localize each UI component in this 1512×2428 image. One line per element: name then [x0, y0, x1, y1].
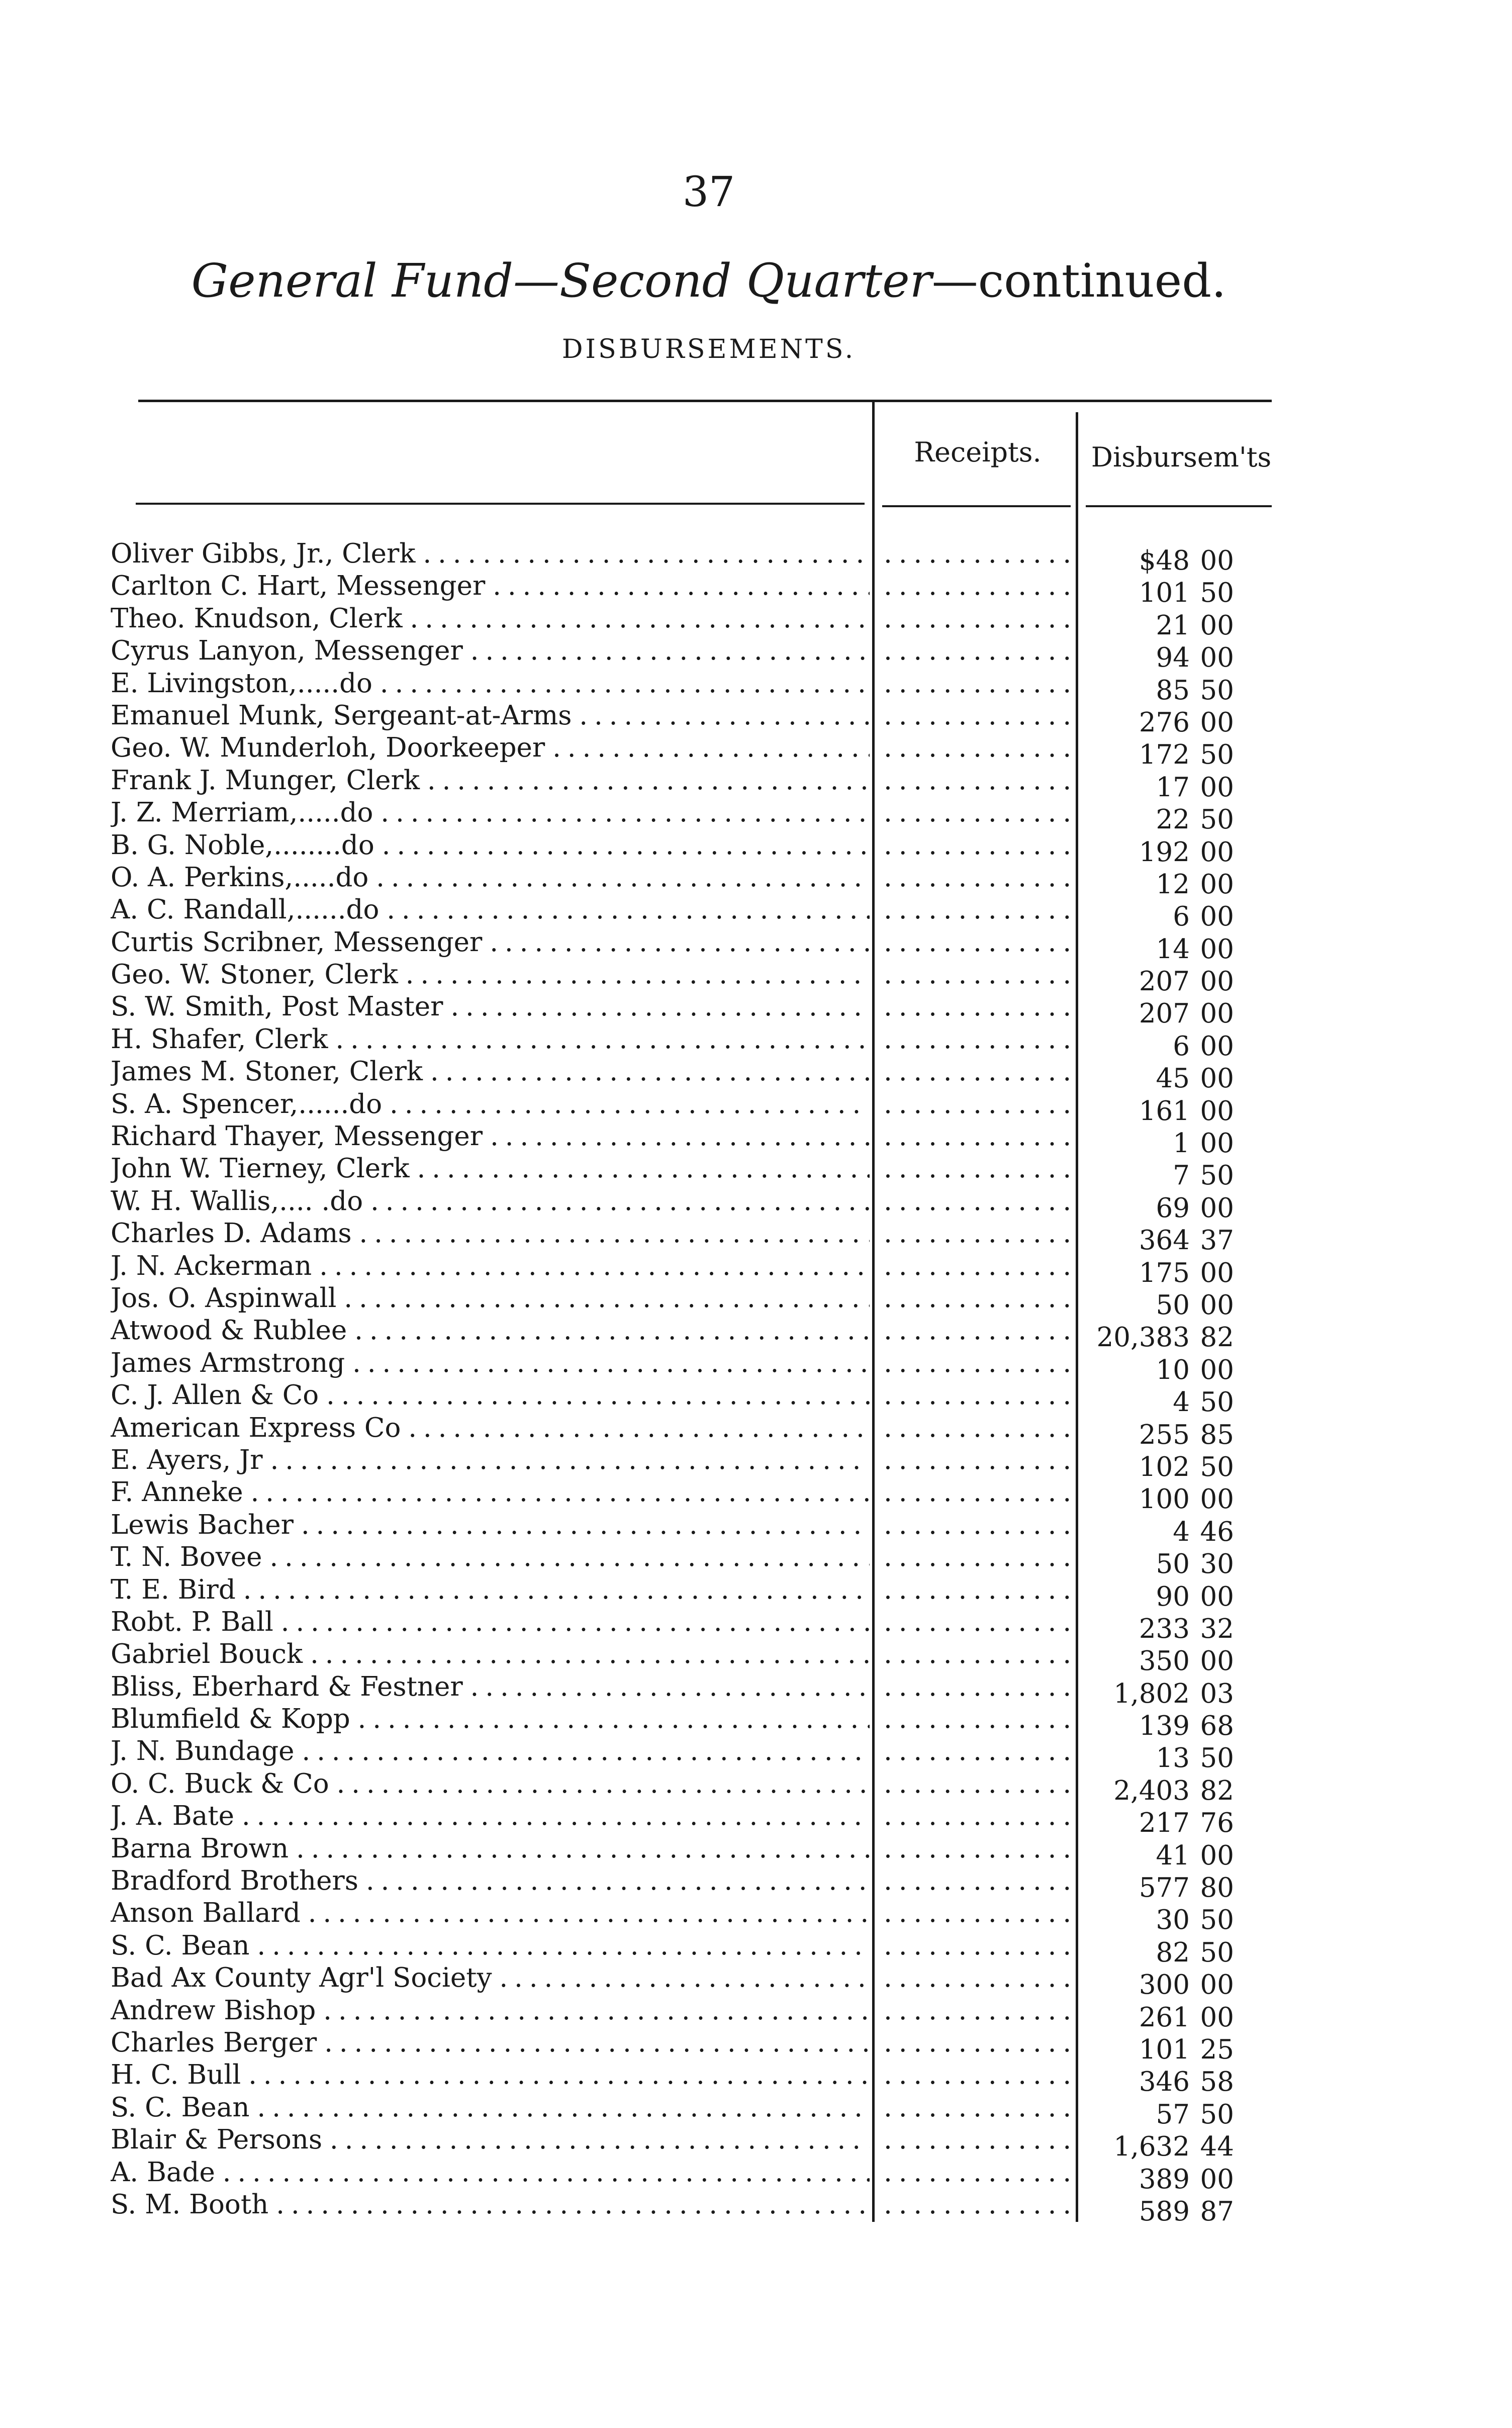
amount-dollars: 90: [1156, 1581, 1190, 1612]
amount-cents: 00: [1200, 1031, 1234, 1062]
table-top-rule: [138, 400, 1272, 402]
amount-dollars: 20,383: [1096, 1322, 1190, 1353]
payee-name: Jos. O. Aspinwall . . .: [111, 1282, 870, 1315]
receipts-cell: [884, 1735, 1070, 1767]
amount-dollars: 300: [1139, 1970, 1190, 2001]
amount-cents: 50: [1200, 739, 1234, 771]
receipts-cell: [884, 700, 1070, 732]
receipts-cell: [884, 991, 1070, 1023]
receipts-cell: [884, 1865, 1070, 1897]
column-header-receipts: Receipts.: [914, 436, 1042, 468]
amount-cents: 37: [1200, 1225, 1234, 1256]
payee-name: Robt. P. Ball . . .: [111, 1606, 870, 1638]
payee-name: Emanuel Munk, Sergeant-at-Arms . . .: [111, 700, 870, 732]
payee-name: Oliver Gibbs, Jr., Clerk . . .: [111, 538, 870, 570]
receipts-cell: [884, 1768, 1070, 1800]
payee-name: Richard Thayer, Messenger . . .: [111, 1120, 870, 1153]
receipts-cell: [884, 1541, 1070, 1573]
amount-cents: 50: [1200, 1160, 1234, 1191]
table-row: [111, 1897, 1282, 1936]
amount-cents: 46: [1200, 1516, 1234, 1547]
amount-dollars: 41: [1156, 1840, 1190, 1871]
amount-dollars: 577: [1139, 1873, 1190, 1904]
receipts-cell: [884, 1023, 1070, 1056]
table-row: [111, 1088, 1282, 1127]
receipts-cell: [884, 1218, 1070, 1250]
receipts-cell: [884, 1897, 1070, 1929]
amount-dollars: 94: [1156, 642, 1190, 674]
receipts-cell: [884, 1606, 1070, 1638]
amount-dollars: 57: [1156, 2099, 1190, 2130]
amount-dollars: 175: [1139, 1257, 1190, 1288]
amount-dollars: 85: [1156, 675, 1190, 706]
amount-cents: 50: [1200, 2099, 1234, 2130]
payee-name: J. N. Ackerman . . .: [111, 1250, 870, 1282]
receipts-cell: [884, 603, 1070, 635]
amount-cents: 50: [1200, 578, 1234, 609]
table-row: [111, 700, 1282, 738]
amount-dollars: 261: [1139, 2002, 1190, 2033]
amount-dollars: 233: [1139, 1613, 1190, 1644]
table-row: [111, 732, 1282, 771]
table-row: [111, 1476, 1282, 1515]
receipts-cell: [884, 1282, 1070, 1315]
amount-dollars: 1,802: [1113, 1678, 1190, 1709]
receipts-cell: [884, 1930, 1070, 1962]
table-row: [111, 926, 1282, 965]
table-row: [111, 2092, 1282, 2130]
table-row: [111, 1379, 1282, 1418]
table-row: [111, 1541, 1282, 1580]
amount-cents: 50: [1200, 675, 1234, 706]
payee-name: E. Ayers, Jr . . .: [111, 1444, 870, 1476]
amount-dollars: 6: [1173, 901, 1190, 932]
receipts-cell: [884, 1671, 1070, 1703]
amount-cents: 00: [1200, 901, 1234, 932]
payee-name: J. A. Bate . . .: [111, 1800, 870, 1832]
table-row: [111, 1509, 1282, 1547]
amount-cents: 00: [1200, 1063, 1234, 1094]
payee-name: Theo. Knudson, Clerk . . .: [111, 603, 870, 635]
payee-name: Cyrus Lanyon, Messenger . . .: [111, 635, 870, 667]
amount-dollars: 50: [1156, 1289, 1190, 1321]
payee-name: S. W. Smith, Post Master . . .: [111, 991, 870, 1023]
receipts-cell: [884, 829, 1070, 862]
amount-dollars: 50: [1156, 1549, 1190, 1580]
receipts-cell: [884, 1574, 1070, 1606]
amount-dollars: 1,632: [1113, 2131, 1190, 2163]
amount-dollars: 139: [1139, 1711, 1190, 1742]
receipts-cell: [884, 926, 1070, 959]
amount-dollars: 172: [1139, 739, 1190, 771]
amount-cents: 32: [1200, 1613, 1234, 1644]
amount-cents: 76: [1200, 1808, 1234, 1839]
receipts-cell: [884, 1250, 1070, 1282]
amount-cents: 80: [1200, 1873, 1234, 1904]
receipts-cell: [884, 1120, 1070, 1153]
payee-name: T. N. Bovee . . .: [111, 1541, 870, 1573]
payee-name: S. C. Bean . . .: [111, 2092, 870, 2124]
payee-name: F. Anneke . . .: [111, 1476, 870, 1509]
receipts-cell: [884, 894, 1070, 926]
amount-dollars: 12: [1156, 869, 1190, 900]
title-main: General Fund—Second Quarter: [191, 254, 932, 308]
table-row: [111, 603, 1282, 641]
table-row: [111, 894, 1282, 932]
receipts-cell: [884, 570, 1070, 602]
amount-cents: 85: [1200, 1419, 1234, 1450]
amount-cents: 00: [1200, 933, 1234, 965]
table-row: [111, 959, 1282, 997]
disbursement-list: [111, 538, 1282, 2227]
amount-cents: 00: [1200, 610, 1234, 641]
payee-name: T. E. Bird . . .: [111, 1574, 870, 1606]
table-row: [111, 1962, 1282, 2001]
receipts-cell: [884, 635, 1070, 667]
receipts-cell: [884, 1347, 1070, 1379]
table-row: [111, 765, 1282, 803]
amount-cents: 03: [1200, 1678, 1234, 1709]
page-title: [0, 254, 1418, 308]
receipts-cell: [884, 732, 1070, 764]
amount-cents: 00: [1200, 2002, 1234, 2033]
amount-cents: 50: [1200, 1451, 1234, 1482]
table-row: [111, 1606, 1282, 1644]
table-row: [111, 1120, 1282, 1159]
receipts-cell: [884, 1153, 1070, 1185]
payee-name: Blumfield & Kopp . . .: [111, 1703, 870, 1735]
table-row: [111, 1444, 1282, 1482]
payee-name: H. C. Bull . . .: [111, 2059, 870, 2091]
payee-name: S. C. Bean . . .: [111, 1930, 870, 1962]
amount-dollars: 100: [1139, 1484, 1190, 1515]
table-row: [111, 1768, 1282, 1806]
amount-dollars: 2,403: [1113, 1775, 1190, 1806]
amount-cents: 00: [1200, 1128, 1234, 1159]
payee-name: Atwood & Rublee . . .: [111, 1315, 870, 1347]
amount-dollars: 10: [1156, 1354, 1190, 1385]
amount-cents: 00: [1200, 772, 1234, 803]
payee-name: H. Shafer, Clerk . . .: [111, 1023, 870, 1056]
receipts-cell: [884, 1315, 1070, 1347]
title-continued: —continued.: [931, 254, 1226, 308]
payee-name: Bradford Brothers . . .: [111, 1865, 870, 1897]
amount-dollars: 4: [1173, 1387, 1190, 1418]
amount-cents: 00: [1200, 1970, 1234, 2001]
table-row: [111, 1865, 1282, 1904]
disbursement-amount: [1083, 2196, 1234, 2228]
receipts-cell: [884, 538, 1070, 570]
amount-dollars: 364: [1139, 1225, 1190, 1256]
table-row: [111, 570, 1282, 609]
table-row: [111, 2124, 1282, 2163]
payee-name: J. Z. Merriam,.....do . . .: [111, 797, 870, 829]
table-row: [111, 635, 1282, 674]
table-row: [111, 668, 1282, 706]
payee-name: American Express Co . . .: [111, 1412, 870, 1444]
payee-name: Blair & Persons . . .: [111, 2124, 870, 2156]
table-row: [111, 1153, 1282, 1191]
table-row: [111, 2157, 1282, 2195]
amount-cents: 25: [1200, 2034, 1234, 2065]
amount-dollars: 102: [1139, 1451, 1190, 1482]
table-row: [111, 1315, 1282, 1353]
amount-dollars: 255: [1139, 1419, 1190, 1450]
payee-name: Lewis Bacher . . .: [111, 1509, 870, 1541]
amount-cents: 00: [1200, 1257, 1234, 1288]
table-row: [111, 2027, 1282, 2065]
payee-name: S. M. Booth . . .: [111, 2189, 870, 2221]
receipts-cell: [884, 2027, 1070, 2059]
table-row: [111, 1185, 1282, 1224]
amount-cents: 50: [1200, 804, 1234, 835]
amount-cents: 87: [1200, 2196, 1234, 2227]
column-header-disbursements: Disbursem'ts: [1091, 441, 1272, 473]
amount-dollars: 101: [1139, 578, 1190, 609]
table-row: [111, 1703, 1282, 1742]
receipts-cell: [884, 959, 1070, 991]
payee-name: Barna Brown . . .: [111, 1833, 870, 1865]
payee-name: Gabriel Bouck . . .: [111, 1638, 870, 1670]
receipts-cell: [884, 668, 1070, 700]
receipts-cell: [884, 1476, 1070, 1509]
receipts-cell: [884, 1088, 1070, 1120]
receipts-cell: [884, 1962, 1070, 1994]
payee-name: B. G. Noble,........do . . .: [111, 829, 870, 862]
amount-cents: 00: [1200, 869, 1234, 900]
table-row: [111, 1056, 1282, 1094]
amount-dollars: 207: [1139, 966, 1190, 997]
table-row: [111, 1023, 1282, 1062]
amount-cents: 00: [1200, 1840, 1234, 1871]
payee-name: Charles Berger . . .: [111, 2027, 870, 2059]
page-number: 37: [682, 168, 735, 216]
payee-name: Bliss, Eberhard & Festner . . .: [111, 1671, 870, 1703]
table-row: [111, 1282, 1282, 1321]
amount-dollars: 6: [1173, 1031, 1190, 1062]
payee-name: Geo. W. Stoner, Clerk . . .: [111, 959, 870, 991]
amount-dollars: 17: [1156, 772, 1190, 803]
receipts-cell: [884, 1056, 1070, 1088]
table-row: [111, 538, 1282, 576]
payee-name: A. Bade . . .: [111, 2157, 870, 2189]
amount-cents: 00: [1200, 1095, 1234, 1127]
amount-cents: 00: [1200, 707, 1234, 738]
amount-dollars: 22: [1156, 804, 1190, 835]
amount-cents: 68: [1200, 1711, 1234, 1742]
receipts-cell: [884, 1703, 1070, 1735]
amount-cents: 50: [1200, 1387, 1234, 1418]
table-row: [111, 2189, 1282, 2227]
amount-dollars: 350: [1139, 1646, 1190, 1677]
amount-dollars: 589: [1139, 2196, 1190, 2227]
receipts-cell: [884, 862, 1070, 894]
table-row: [111, 797, 1282, 835]
amount-cents: 30: [1200, 1549, 1234, 1580]
receipts-cell: [884, 2124, 1070, 2156]
amount-cents: 00: [1200, 836, 1234, 868]
payee-name: John W. Tierney, Clerk . . .: [111, 1153, 870, 1185]
receipts-cell: [884, 2059, 1070, 2091]
amount-cents: 44: [1200, 2131, 1234, 2163]
table-row: [111, 1412, 1282, 1450]
amount-cents: 50: [1200, 1743, 1234, 1774]
amount-dollars: 217: [1139, 1808, 1190, 1839]
payee-name: Charles D. Adams . . .: [111, 1218, 870, 1250]
table-row: [111, 1671, 1282, 1709]
amount-cents: 00: [1200, 1354, 1234, 1385]
receipts-cell: [884, 1379, 1070, 1412]
amount-dollars: 346: [1139, 2067, 1190, 2098]
receipts-cell: [884, 1800, 1070, 1832]
table-row: [111, 1218, 1282, 1256]
amount-dollars: 82: [1156, 1937, 1190, 1968]
payee-name: Curtis Scribner, Messenger . . .: [111, 926, 870, 959]
amount-dollars: 389: [1139, 2164, 1190, 2195]
header-rule-receipts: [882, 505, 1071, 507]
header-rule-left: [136, 503, 865, 505]
amount-dollars: 4: [1173, 1516, 1190, 1547]
receipts-cell: [884, 765, 1070, 797]
amount-cents: 50: [1200, 1937, 1234, 1968]
amount-dollars: 207: [1139, 998, 1190, 1030]
amount-dollars: 161: [1139, 1095, 1190, 1127]
payee-name: Bad Ax County Agr'l Society . . .: [111, 1962, 870, 1994]
amount-dollars: 69: [1156, 1192, 1190, 1224]
header-rule-disbursements: [1086, 505, 1272, 507]
amount-cents: 00: [1200, 2164, 1234, 2195]
amount-dollars: 192: [1139, 836, 1190, 868]
table-row: [111, 1995, 1282, 2033]
amount-cents: 00: [1200, 998, 1234, 1030]
receipts-cell: [884, 1412, 1070, 1444]
payee-name: James Armstrong . . .: [111, 1347, 870, 1379]
table-row: [111, 1347, 1282, 1385]
amount-cents: 00: [1200, 545, 1234, 576]
table-row: [111, 991, 1282, 1030]
amount-cents: 50: [1200, 1905, 1234, 1936]
amount-dollars: 13: [1156, 1743, 1190, 1774]
receipts-cell: [884, 1509, 1070, 1541]
table-row: [111, 1250, 1282, 1288]
amount-dollars: 276: [1139, 707, 1190, 738]
amount-dollars: 7: [1173, 1160, 1190, 1191]
amount-dollars: 101: [1139, 2034, 1190, 2065]
payee-name: S. A. Spencer,......do . . .: [111, 1088, 870, 1120]
receipts-cell: [884, 1638, 1070, 1670]
amount-dollars: 45: [1156, 1063, 1190, 1094]
payee-name: James M. Stoner, Clerk . . .: [111, 1056, 870, 1088]
payee-name: Anson Ballard . . .: [111, 1897, 870, 1929]
amount-dollars: 14: [1156, 933, 1190, 965]
table-row: [111, 2059, 1282, 2098]
table-row: [111, 1574, 1282, 1612]
amount-dollars: 1: [1173, 1128, 1190, 1159]
receipts-cell: [884, 1833, 1070, 1865]
payee-name: J. N. Bundage . . .: [111, 1735, 870, 1767]
payee-name: Geo. W. Munderloh, Doorkeeper . . .: [111, 732, 870, 764]
payee-name: E. Livingston,.....do . . .: [111, 668, 870, 700]
section-heading: DISBURSEMENTS.: [561, 334, 856, 364]
receipts-cell: [884, 797, 1070, 829]
receipts-cell: [884, 2092, 1070, 2124]
amount-dollars: $48: [1139, 545, 1190, 576]
table-row: [111, 1638, 1282, 1677]
amount-cents: 82: [1200, 1322, 1234, 1353]
table-row: [111, 829, 1282, 868]
table-row: [111, 1735, 1282, 1774]
payee-name: O. C. Buck & Co . . .: [111, 1768, 870, 1800]
amount-cents: 00: [1200, 642, 1234, 674]
amount-cents: 82: [1200, 1775, 1234, 1806]
receipts-cell: [884, 2189, 1070, 2221]
receipts-cell: [884, 2157, 1070, 2189]
amount-cents: 00: [1200, 1289, 1234, 1321]
receipts-cell: [884, 1995, 1070, 2027]
table-row: [111, 862, 1282, 900]
payee-name: A. C. Randall,......do . . .: [111, 894, 870, 926]
amount-cents: 58: [1200, 2067, 1234, 2098]
amount-dollars: 21: [1156, 610, 1190, 641]
payee-name: Frank J. Munger, Clerk . . .: [111, 765, 870, 797]
amount-dollars: 30: [1156, 1905, 1190, 1936]
payee-name: Andrew Bishop . . .: [111, 1995, 870, 2027]
receipts-cell: [884, 1185, 1070, 1218]
receipts-cell: [884, 1444, 1070, 1476]
amount-cents: 00: [1200, 966, 1234, 997]
payee-name: Carlton C. Hart, Messenger . . .: [111, 570, 870, 602]
amount-cents: 00: [1200, 1646, 1234, 1677]
payee-name: O. A. Perkins,.....do . . .: [111, 862, 870, 894]
table-row: [111, 1930, 1282, 1968]
payee-name: C. J. Allen & Co . . .: [111, 1379, 870, 1412]
amount-cents: 00: [1200, 1581, 1234, 1612]
amount-cents: 00: [1200, 1192, 1234, 1224]
table-row: [111, 1833, 1282, 1871]
table-row: [111, 1800, 1282, 1839]
payee-name: W. H. Wallis,.... .do . . .: [111, 1185, 870, 1218]
amount-cents: 00: [1200, 1484, 1234, 1515]
